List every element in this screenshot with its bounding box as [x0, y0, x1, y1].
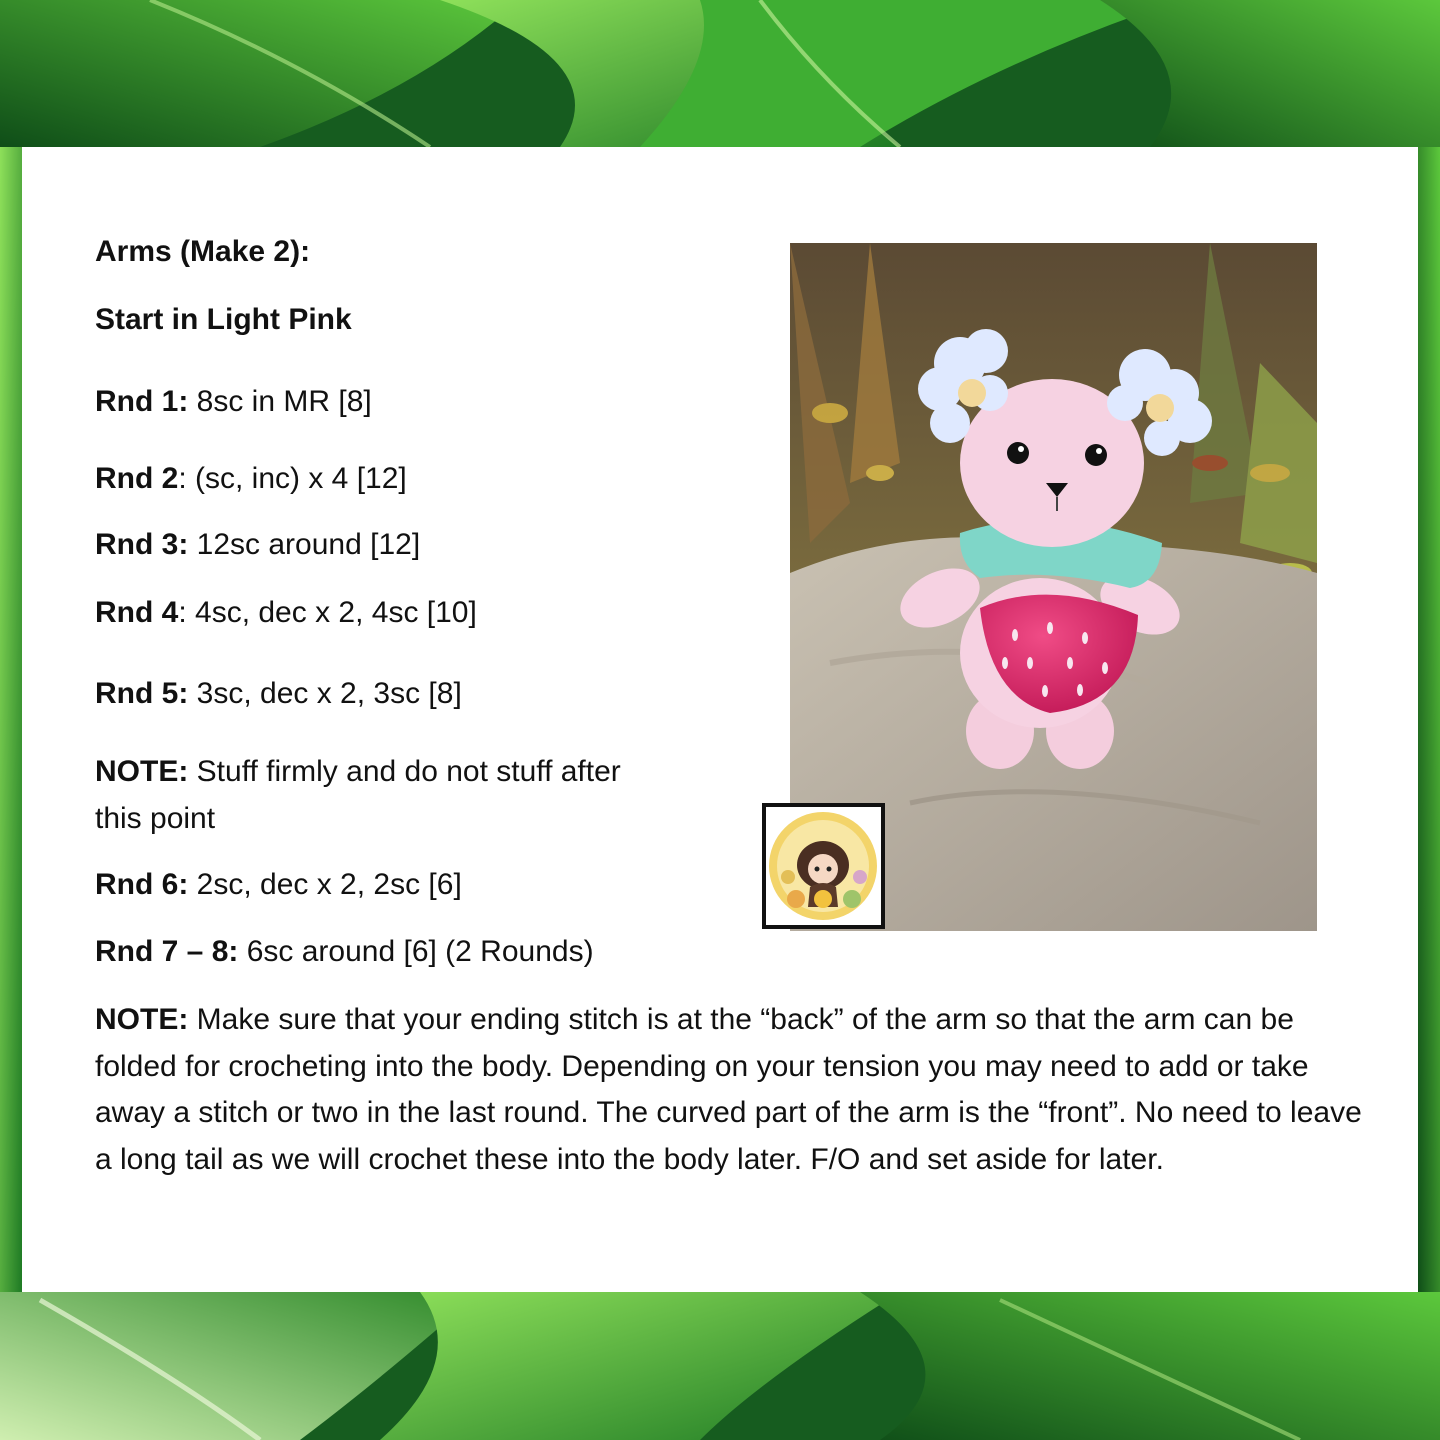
note-stuff-line-2: this point	[95, 802, 216, 835]
pattern-card	[22, 147, 1418, 1292]
round-4: Rnd 4: 4sc, dec x 2, 4sc [10]	[95, 596, 477, 629]
creator-logo	[762, 803, 885, 929]
section-heading: Arms (Make 2):	[95, 235, 311, 268]
round-6: Rnd 6: 2sc, dec x 2, 2sc [6]	[95, 868, 462, 901]
round-5: Rnd 5: 3sc, dec x 2, 3sc [8]	[95, 677, 462, 710]
final-note: NOTE: Make sure that your ending stitch is at the “back” of the arm so that the arm can be folded for crocheting into the body. Depending on your tension you may need to add or take away a stitch or two in the last round. The curved part of the arm is the “front”. No need to leave a long tail as we will crochet these into the body later. F/O and set aside for later.	[95, 1003, 1362, 1176]
round-7-8: Rnd 7 – 8: 6sc around [6] (2 Rounds)	[95, 935, 594, 968]
note-stuff-line-1: NOTE: Stuff firmly and do not stuff after	[95, 755, 621, 788]
round-3: Rnd 3: 12sc around [12]	[95, 528, 421, 561]
start-color-instruction: Start in Light Pink	[95, 303, 352, 336]
round-1: Rnd 1: 8sc in MR [8]	[95, 385, 372, 418]
round-2: Rnd 2: (sc, inc) x 4 [12]	[95, 462, 407, 495]
